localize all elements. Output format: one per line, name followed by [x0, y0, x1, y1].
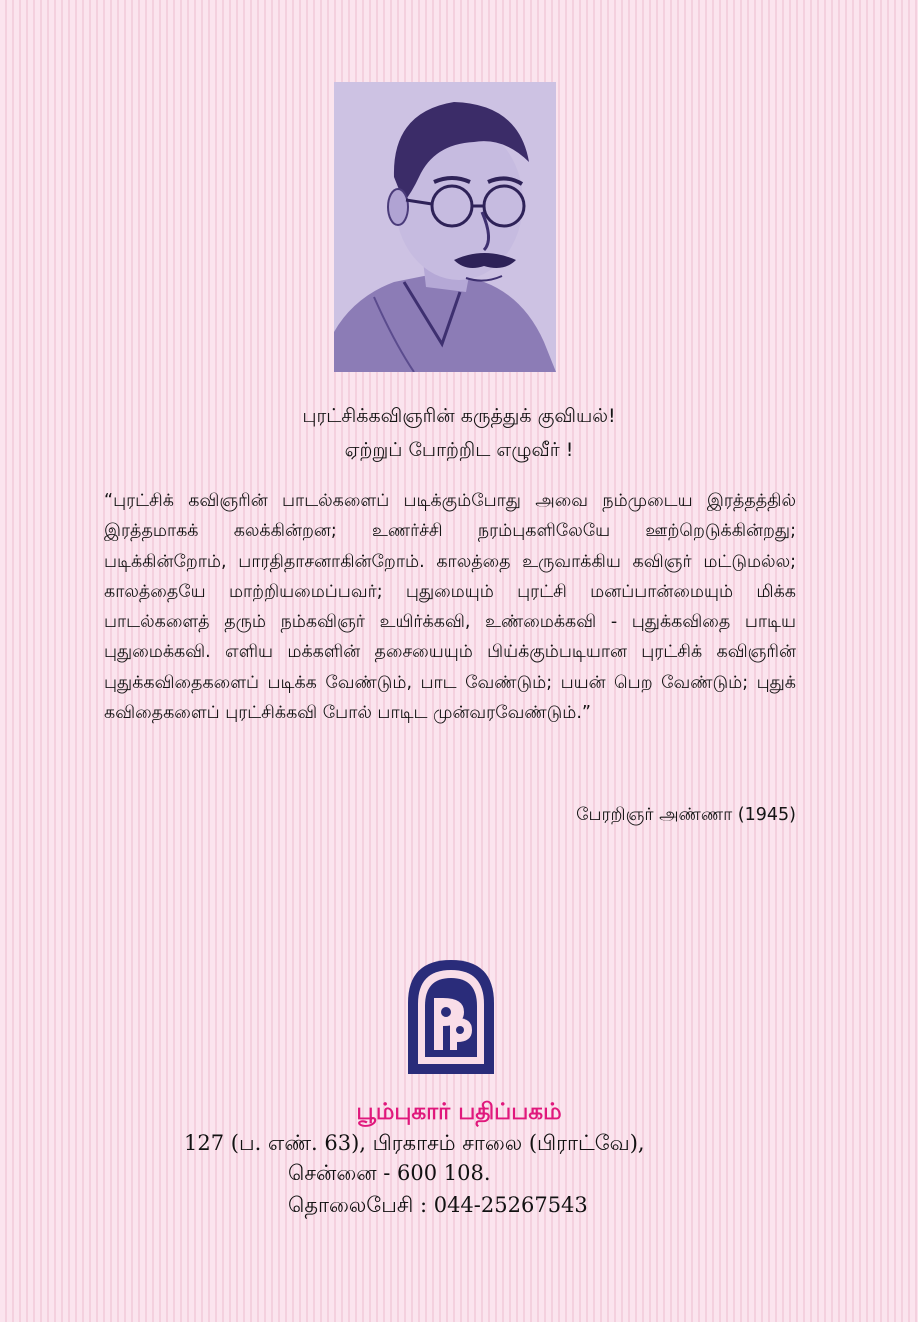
author-portrait — [334, 82, 556, 372]
heading-line-1: புரட்சிக்கவிஞரின் கருத்துக் குவியல்! — [302, 405, 616, 427]
publisher-address-line-1: 127 (ப. எண். 63), பிரகாசம் சாலை (பிராட்வே), — [184, 1131, 645, 1155]
quote-attribution: பேரறிஞர் அண்ணா (1945) — [576, 805, 796, 825]
publisher-phone: தொலைபேசி : 044-25267543 — [288, 1193, 588, 1217]
publisher-address-line-2: சென்னை - 600 108. — [288, 1161, 491, 1185]
publisher-logo — [404, 956, 498, 1074]
publisher-name: பூம்புகார் பதிப்பகம் — [356, 1099, 562, 1125]
heading-line-2: ஏற்றுப் போற்றிட எழுவீர் ! — [344, 439, 574, 461]
publisher-logo-mark — [404, 956, 498, 1074]
quote-text: “புரட்சிக் கவிஞரின் பாடல்களைப் படிக்கும்போது அவை நம்முடைய இரத்தத்தில் இரத்தமாகக் கலக்கின்றன; உணர்ச்சி நரம்புகளிலேயே ஊற்றெடுக்கின்றது; படிக்கின்றோம், பாரதிதாசனாகின்றோம். காலத்தை உருவாக்கிய கவிஞர் மட்டுமல்ல; காலத்தையே மாற்றியமைப்பவர்; புதுமையும் புரட்சி மனப்பான்மையும் மிக்க பாடல்களைத் தரும் நம்கவிஞர் உயிர்க்கவி, உண்மைக்கவி - புதுக்கவிதை பாடிய புதுமைக்கவி. எளிய மக்களின் தசையையும் பிய்க்கும்படியான புரட்சிக் கவிஞரின் புதுக்கவிதைகளைப் படிக்க வேண்டும், பாட வேண்டும்; பயன் பெற வேண்டும்; புதுக் கவிதைகளைப் புரட்சிக்கவி போல் பாடிட முன்வரவேண்டும்.” — [104, 491, 796, 724]
portrait-illustration — [334, 82, 556, 372]
